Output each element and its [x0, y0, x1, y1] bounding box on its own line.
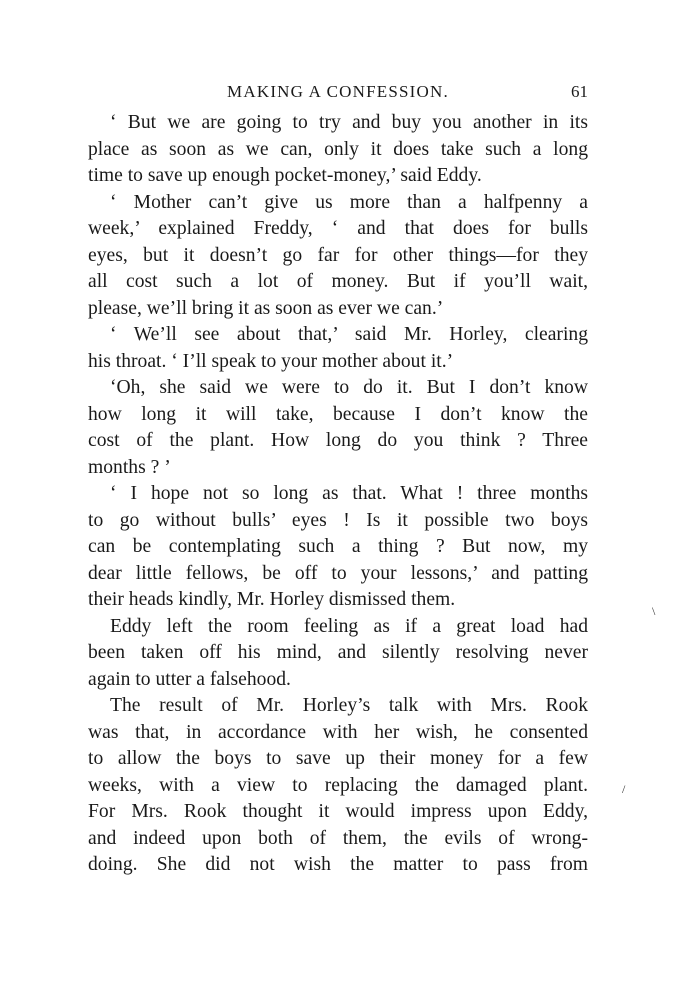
paragraph — [88, 693, 588, 879]
text-line: The result of Mr. Horley’s talk with Mrs. Rook — [110, 695, 588, 716]
paragraph — [88, 190, 588, 323]
text-line: week,’ explained Freddy, ‘ and that does for bulls — [88, 218, 588, 239]
page-number: 61 — [571, 82, 588, 101]
paragraph — [88, 614, 588, 694]
paragraph — [88, 322, 588, 375]
book-page — [88, 74, 588, 879]
running-title: MAKING A CONFESSION. — [227, 82, 449, 101]
text-line: ‘ I hope not so long as that. What ! three months — [110, 483, 588, 504]
running-head — [88, 74, 588, 110]
text-line: ‘Oh, she said we were to do it. But I don’t know — [110, 377, 588, 398]
text-line: again to utter a falsehood. — [88, 668, 291, 690]
margin-tick: / — [622, 782, 626, 796]
paragraph — [88, 110, 588, 190]
text-line: ‘ Mother can’t give us more than a halfpenny a — [110, 191, 588, 213]
text-line: and indeed upon both of them, the evils of wrong- — [88, 827, 588, 849]
text-line: cost of the plant. How long do you think ? Three — [88, 430, 588, 451]
margin-tick: \ — [652, 604, 656, 618]
text-line: months ? ’ — [88, 456, 171, 478]
paragraph — [88, 375, 588, 481]
text-line: to allow the boys to save up their money for a few — [88, 748, 588, 769]
text-line: time to save up enough pocket-money,’ said Eddy. — [88, 165, 482, 186]
text-line: ‘ We’ll see about that,’ said Mr. Horley, clearing — [110, 324, 588, 345]
text-line: doing. She did not wish the matter to pass from — [88, 854, 588, 875]
text-line: eyes, but it doesn’t go far for other things—for they — [88, 244, 588, 266]
text-line: can be contemplating such a thing ? But now, my — [88, 536, 588, 557]
text-line: weeks, with a view to replacing the damaged plant. — [88, 774, 588, 796]
text-line: dear little fellows, be off to your lessons,’ and patting — [88, 562, 588, 584]
text-line: been taken off his mind, and silently resolving never — [88, 642, 588, 663]
text-line: to go without bulls’ eyes ! Is it possible two boys — [88, 509, 588, 531]
text-line: please, we’ll bring it as soon as ever we can.’ — [88, 297, 444, 319]
paragraph — [88, 481, 588, 614]
body-text — [88, 110, 588, 879]
text-line: ‘ But we are going to try and buy you another in its — [110, 112, 588, 133]
text-line: place as soon as we can, only it does take such a long — [88, 138, 588, 160]
text-line: was that, in accordance with her wish, he consented — [88, 721, 588, 743]
text-line: Eddy left the room feeling as if a great load had — [110, 615, 588, 637]
text-line: For Mrs. Rook thought it would impress upon Eddy, — [88, 801, 588, 822]
text-line: his throat. ‘ I’ll speak to your mother about it.’ — [88, 350, 454, 372]
text-line: their heads kindly, Mr. Horley dismissed them. — [88, 589, 456, 610]
text-line: how long it will take, because I don’t know the — [88, 403, 588, 425]
text-line: all cost such a lot of money. But if you’ll wait, — [88, 271, 588, 292]
